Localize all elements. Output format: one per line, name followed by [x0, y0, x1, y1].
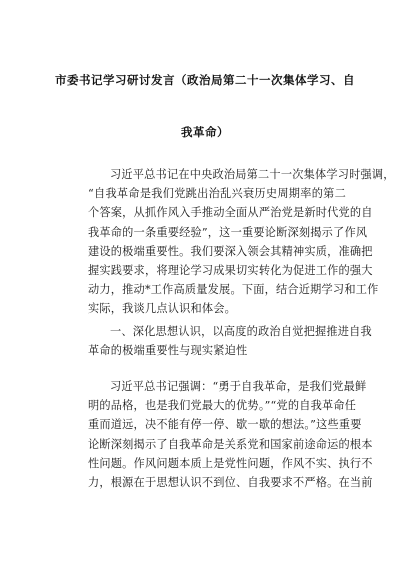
paragraph-2	[88, 377, 373, 492]
paragraph-1	[88, 165, 395, 319]
text-line: 实际，我谈几点认识和体会。	[88, 302, 237, 316]
text-line: 握实践要求，将理论学习成果切实转化为促进工作的强大	[88, 263, 373, 277]
text-line: 习近平总书记在中央政治局第二十一次集体学习时强调，	[110, 168, 395, 181]
document-title-line-1: 市委书记学习研讨发言（政治局第二十一次集体学习、自	[55, 73, 355, 87]
document-title-line-2: 我革命）	[181, 125, 229, 139]
text-line: 动力，推动*工作高质量发展。下面，结合近期学习和工作	[88, 283, 379, 297]
text-line: 重而道远，决不能有停一停、歇一歇的想法。”这些重要	[88, 418, 362, 432]
text-line: “自我革命是我们党跳出治乱兴衰历史周期率的第二	[88, 187, 346, 201]
text-line: 建设的极端重要性。我们要深入领会其精神实质，准确把	[88, 244, 373, 258]
section-heading-1	[88, 322, 372, 360]
text-line: 论断深刻揭示了自我革命是关系党和国家前途命运的根本	[88, 437, 373, 451]
text-line: 性问题。作风问题本质上是党性问题，作风不实、执行不	[88, 456, 373, 470]
text-line: 习近平总书记强调：“勇于自我革命，是我们党最鲜	[110, 380, 367, 393]
text-line: 革命的极端重要性与现实紧迫性	[88, 344, 248, 358]
text-line: 一、深化思想认识，以高度的政治自觉把握推进自我	[110, 325, 372, 338]
text-line: 明的品格，也是我们党最大的优势。”“党的自我革命任	[88, 399, 357, 413]
text-line: 力，根源在于思想认识不到位、自我要求不严格。在当前	[88, 475, 373, 489]
text-line: 我革命的一条重要经验”，这一重要论断深刻揭示了作风	[88, 225, 368, 239]
text-line: 个答案，从抓作风入手推动全面从严治党是新时代党的自	[88, 206, 373, 220]
